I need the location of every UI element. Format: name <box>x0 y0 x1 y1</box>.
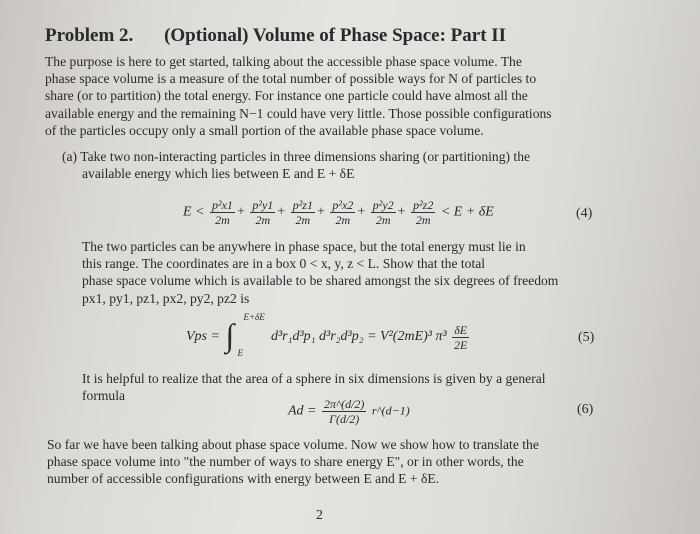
eq6-rhs: r^(d−1) <box>371 403 410 418</box>
eq4-term: $\frac{\text{p²y2}}{2m}$ <box>372 198 394 227</box>
intro-line: phase space volume is a measure of the total number of possible ways for N of particles to <box>45 71 537 87</box>
page-number: 2 <box>316 508 323 523</box>
intro-paragraph <box>45 53 552 139</box>
eq4-lhs: E < <box>183 204 205 220</box>
equation-5-label: (5) <box>578 330 595 345</box>
part-a-intro <box>62 148 530 182</box>
problem-heading <box>45 25 506 47</box>
integral-upper-limit: E+δE <box>243 312 265 322</box>
integral-sign: ∫ E+δE E <box>225 312 265 358</box>
eq4-term: $\frac{\text{p²x2}}{2m}$ <box>332 198 354 227</box>
eq4-term: $\frac{\text{p²z2}}{2m}$ <box>413 198 434 227</box>
closing-line: number of accessible configurations with energy between E and E + δE. <box>47 471 440 487</box>
eq6-lhs: Ad = <box>288 403 317 419</box>
eq4-term: $\frac{\text{p²z1}}{2m}$ <box>292 198 313 227</box>
sphere-line: formula <box>82 388 126 404</box>
eq4-rhs: < E + δE <box>440 204 494 220</box>
part-a-line: available energy which lies between E and E + δE <box>82 166 355 182</box>
eq5-fraction: $\frac{\delta E}{2E}$ <box>453 322 468 352</box>
equation-6 <box>288 397 410 426</box>
part-a-continuation <box>82 238 558 307</box>
sphere-line: It is helpful to realize that the area of a sphere in six dimensions is given by a general <box>82 371 546 386</box>
part-a-cont-line: phase space volume which is available to be shared amongst the six degrees of freedom <box>82 273 559 289</box>
eq6-fraction: $\frac{2\pi\^{}(d/2)}{\Gamma(d/2)}$ <box>324 397 365 426</box>
equation-4: E < $\frac{\text{p²x1}}{2m}$ + $\frac{\text{p²y1}}{2m}$ + $\frac{\text{p²z1}}{2m}$ + $\frac{\text{p²x2}}{2m}$ + $\frac{\text{p²y2}}{2m}$ + $\frac{\text{p²z2}}{2m}$ < E + δE <box>183 198 494 227</box>
eq5-integrand: d³r₁d³p₁ d³r₂d³p₂ = V²(2mE)³ π³ <box>270 329 447 345</box>
intro-line: of the particles occupy only a small portion of the available phase space volume. <box>45 122 484 138</box>
closing-paragraph <box>47 436 539 488</box>
equation-4-label: (4) <box>576 206 593 221</box>
integral-lower-limit: E <box>237 348 243 358</box>
part-a-cont-line: this range. The coordinates are in a box 0 < x, y, z < L. Show that the total <box>82 256 486 272</box>
problem-title: (Optional) Volume of Phase Space: Part II <box>164 25 507 46</box>
part-a-line: (a) Take two non-interacting particles in three dimensions sharing (or partitioning) the <box>62 149 531 164</box>
equation-5 <box>186 312 471 358</box>
intro-line: available energy and the remaining N−1 could have very little. Those possible configurations <box>45 105 552 121</box>
problem-number: Problem 2. <box>45 25 134 46</box>
closing-line: phase space volume into "the number of ways to share energy E", or in other words, the <box>47 454 524 470</box>
intro-line: share (or to partition) the total energy. For instance one particle could have almost all the <box>45 88 528 104</box>
intro-line: The purpose is here to get started, talking about the accessible phase space volume. The <box>45 54 522 69</box>
eq4-term: $\frac{\text{p²x1}}{2m}$ <box>212 198 233 227</box>
part-a-cont-line: px1, py1, pz1, px2, py2, pz2 is <box>82 290 250 306</box>
equation-6-label: (6) <box>577 402 594 417</box>
eq5-lhs: Vps = <box>186 329 220 345</box>
part-a-cont-line: The two particles can be anywhere in phase space, but the total energy must lie in <box>82 239 526 254</box>
eq4-term: $\frac{\text{p²y1}}{2m}$ <box>252 198 274 227</box>
closing-line: So far we have been talking about phase space volume. Now we show how to translate the <box>47 437 539 452</box>
